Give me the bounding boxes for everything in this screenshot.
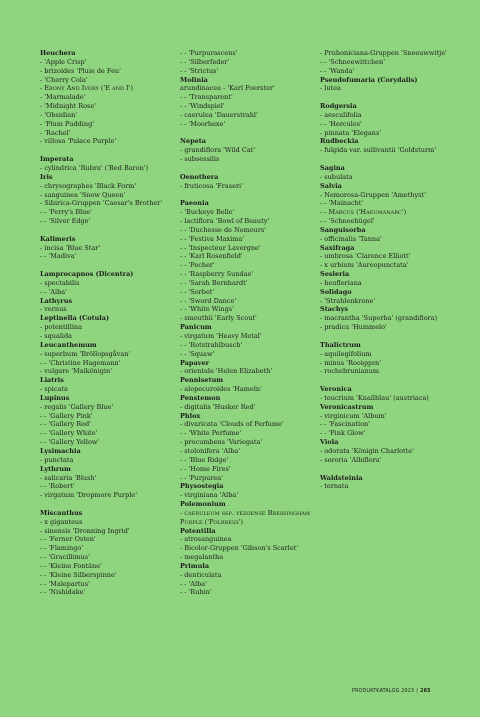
entry-spacer — [320, 155, 456, 164]
variety-entry: - Bicolor-Gruppen 'Gibson's Scarlet' — [180, 544, 299, 553]
variety-entry: - - 'Karl Rosenfield' — [180, 252, 243, 261]
variety-entry: - - 'Silberfeder' — [180, 57, 230, 66]
variety-entry: - heufleriana — [320, 278, 362, 287]
entry-spacer — [320, 93, 456, 102]
genus-heading: Solidago — [320, 287, 352, 296]
variety-entry: - virgatum 'Heavy Metal' — [180, 332, 262, 340]
variety-entry: - - 'Festiva Maxima' — [180, 234, 245, 243]
variety-entry: - - 'Gallery White' — [40, 429, 98, 438]
variety-entry: - - 'Purpurascens' — [180, 49, 238, 57]
variety-entry: - subulata — [320, 172, 353, 181]
variety-entry: - - 'Kleine Fontäne' — [40, 561, 102, 570]
entry-spacer — [40, 146, 176, 155]
variety-entry: - orientale 'Helen Elizabeth' — [180, 367, 273, 376]
variety-entry: - - 'Schneewittchen' — [320, 57, 385, 66]
plant-list-column-2 — [180, 49, 316, 597]
variety-entry: - - 'Alba' — [40, 287, 67, 296]
variety-entry: - 'Plum Pudding' — [40, 119, 95, 128]
variety-entry: - atrosanguinea — [180, 535, 232, 544]
variety-entry: - - 'Windspiel' — [180, 102, 225, 111]
genus-heading: Liatris — [40, 376, 64, 385]
variety-entry: - squalida — [40, 332, 73, 340]
genus-heading: Oenothera — [180, 172, 219, 181]
variety-entry: - spicata — [40, 385, 68, 394]
variety-entry: - umbrosa 'Clarence Elliott' — [320, 252, 411, 261]
genus-heading: Pseudofumaria (Corydalis) — [320, 75, 418, 84]
genus-heading: Imperata — [40, 155, 74, 164]
variety-entry: - fulgida var. sullivantii 'Goldsturm' — [320, 146, 437, 155]
variety-entry: - pradica 'Hummelo' — [320, 323, 387, 332]
genus-heading: Sesleria — [320, 270, 350, 279]
variety-entry: - - 'Mainacht' — [320, 199, 364, 208]
variety-entry: - - 'Ferner Osten' — [40, 535, 96, 544]
variety-entry: - vulgare 'Maikönigin' — [40, 367, 112, 376]
variety-entry: - 'Rachel' — [40, 128, 71, 137]
variety-entry: - - 'Sword Dance' — [180, 296, 237, 305]
variety-entry: - incisa 'Blue Star' — [40, 243, 101, 252]
variety-entry: - smouthii 'Early Scout' — [180, 314, 257, 323]
variety-entry: - - 'Home Fires' — [180, 464, 231, 473]
variety-entry: - - 'Schneehügel' — [320, 217, 375, 226]
variety-entry: - - Marcus ('Haeumanarc') — [320, 208, 407, 217]
variety-entry: - superbum 'Bröllopsgåvan' — [40, 349, 131, 358]
entry-spacer — [320, 332, 456, 341]
variety-entry: - sanguinea 'Snow Queen' — [40, 190, 126, 199]
genus-heading: Kalimeris — [40, 234, 76, 243]
variety-entry: - caerulea 'Dauerstrahl' — [180, 110, 258, 119]
variety-entry: - - 'Purpurea' — [180, 473, 223, 482]
variety-entry: - Ebony And Ivory ('E and I') — [40, 84, 134, 93]
variety-entry: - denticulata — [180, 570, 222, 579]
entry-spacer — [40, 226, 176, 235]
variety-entry: - - 'White Wings' — [180, 305, 234, 314]
variety-entry: - - 'Duchesse de Nemours' — [180, 225, 267, 234]
variety-entry: - caeruleum ssp. yezoense Bressingham — [180, 508, 311, 517]
variety-entry: - digitalis 'Husker Red' — [180, 402, 256, 411]
variety-entry: - virginiana 'Alba' — [180, 491, 239, 500]
page-footer — [352, 689, 462, 694]
variety-entry: - procumbens 'Variegata' — [180, 438, 263, 447]
variety-entry: - - 'Pink Glow' — [320, 429, 366, 438]
genus-heading: Viola — [320, 438, 339, 447]
variety-entry: - - 'Perry's Blue' — [40, 208, 92, 217]
variety-entry: - - 'Blue Ridge' — [180, 455, 229, 464]
variety-entry: - - 'Sarah Bernhardt' — [180, 278, 248, 287]
genus-heading: Primula — [180, 561, 210, 570]
genus-heading: Waldsteinia — [320, 473, 363, 482]
variety-entry: - cylindrica 'Rubra' ('Red Baron') — [40, 163, 149, 172]
variety-entry: - alopecuroides 'Hameln' — [180, 385, 262, 394]
genus-heading: Saxifraga — [320, 243, 355, 252]
plant-list-column-1 — [40, 49, 176, 597]
variety-entry: - brizoides 'Pluie de Feu' — [40, 66, 121, 75]
variety-entry: - divaricata 'Clouds of Perfume' — [180, 420, 284, 429]
genus-heading: Lamprocapnos (Dicentra) — [40, 270, 134, 279]
genus-heading: Salvia — [320, 181, 342, 190]
genus-heading: Thalictrum — [320, 340, 361, 349]
variety-entry: - macrantha 'Superba' (grandiflora) — [320, 314, 438, 323]
genus-heading: Pennisetum — [180, 376, 224, 385]
genus-heading: Sanguisorba — [320, 225, 366, 234]
variety-entry: - - 'Malepartus' — [40, 579, 90, 588]
genus-heading: Phlox — [180, 411, 201, 420]
genus-heading: Polemonium — [180, 500, 226, 509]
variety-entry: - vernus — [40, 305, 67, 314]
variety-entry: - x urbium 'Aureopunctata' — [320, 261, 409, 270]
genus-heading: Miscanthus — [40, 508, 83, 517]
variety-entry: - - 'Sorbet' — [180, 287, 215, 296]
genus-heading: Stachys — [320, 305, 349, 314]
genus-heading: Lysimachia — [40, 446, 81, 455]
genus-heading: Papaver — [180, 358, 210, 367]
variety-entry: - odorata 'Königin Charlotte' — [320, 446, 414, 455]
variety-entry: - villosa 'Palace Purple' — [40, 137, 117, 146]
variety-entry: - spectabilis — [40, 278, 80, 287]
variety-entry: - pinnata 'Elegans' — [320, 128, 382, 137]
variety-entry: - Pruhoniciana-Gruppen 'Sneeuwwitje' — [320, 49, 447, 57]
variety-entry: - chrysographes 'Black Form' — [40, 181, 137, 190]
variety-entry: - regalis 'Gallery Blue' — [40, 402, 114, 411]
variety-entry: - - 'Nishidake' — [40, 588, 86, 597]
variety-entry: - fruticosa 'Fraseri' — [180, 181, 243, 190]
variety-entry: - rochebrunianum — [320, 367, 380, 376]
variety-entry: - - 'Strictus' — [180, 66, 219, 75]
variety-entry: - - 'Gallery Pink' — [40, 411, 93, 420]
variety-entry: - - 'Moorhexe' — [180, 119, 226, 128]
variety-entry: - subsessilis — [180, 155, 220, 164]
variety-entry: - - 'Gallery Yellow' — [40, 438, 100, 447]
entry-spacer — [320, 465, 456, 474]
variety-entry: - punctata — [40, 455, 74, 464]
variety-entry: - 'Strahlenkrone' — [320, 296, 376, 305]
variety-entry: - 'Cherry Cola' — [40, 75, 88, 84]
entry-spacer — [180, 191, 316, 200]
variety-entry: - - 'Raspberry Sundae' — [180, 270, 254, 279]
variety-entry: - - 'Christine Hagemann' — [40, 358, 121, 367]
genus-heading: Lythrum — [40, 464, 71, 473]
genus-heading: Nepeta — [180, 137, 206, 146]
variety-entry: - minus 'Rooiggen' — [320, 358, 382, 367]
variety-entry: - Sibirica-Gruppen 'Caesar's Brother' — [40, 199, 163, 208]
genus-heading: Physostegia — [180, 482, 224, 491]
entry-spacer — [320, 376, 456, 385]
entry-spacer — [180, 164, 316, 173]
variety-entry: - 'Obsidian' — [40, 110, 78, 119]
variety-entry: - officinalis 'Tanna' — [320, 234, 382, 243]
variety-entry: - virgatum 'Dropmore Purple' — [40, 491, 138, 500]
variety-entry: - - 'Hercules' — [320, 119, 362, 128]
variety-entry: - teucrium 'Knallblau' (austriaca) — [320, 393, 429, 402]
genus-heading: Iris — [40, 172, 53, 181]
variety-entry: - ternata — [320, 482, 349, 491]
variety-entry: Purple ('Polbress') — [180, 517, 244, 526]
plant-list-column-3 — [320, 49, 456, 491]
variety-entry: - Nemorosa-Gruppen 'Amethyst' — [320, 190, 426, 199]
variety-entry: - 'Apple Crisp' — [40, 57, 87, 66]
variety-entry: - - 'Kleine Silberspinne' — [40, 570, 117, 579]
variety-entry: - - 'Pecher' — [180, 261, 215, 270]
variety-entry: - - 'Squaw' — [180, 349, 215, 358]
variety-entry: - - 'Robert' — [40, 482, 75, 491]
variety-entry: - - 'Fascination' — [320, 420, 370, 429]
genus-heading: Rodgersia — [320, 102, 357, 111]
variety-entry: - 'Buckeye Belle' — [180, 208, 235, 217]
variety-entry: - - 'White Perfume' — [180, 429, 242, 438]
variety-entry: - sororia 'Albiflora' — [320, 455, 382, 464]
page-number: 265 — [420, 689, 431, 694]
genus-heading: Paeonia — [180, 199, 209, 208]
variety-entry: - aquilegifolium — [320, 349, 372, 358]
genus-heading: Sagina — [320, 163, 345, 172]
variety-entry: - aesculifolia — [320, 110, 362, 119]
genus-heading: Leucanthemum — [40, 340, 97, 349]
variety-entry: - - 'Silver Edge' — [40, 217, 91, 226]
variety-entry: - x giganteus — [40, 517, 83, 526]
genus-heading: Lupinus — [40, 393, 70, 402]
variety-entry: - - 'Rotstrahlbusch' — [180, 340, 243, 349]
variety-entry: - - 'Wanda' — [320, 66, 355, 75]
variety-entry: - lutea — [320, 84, 341, 93]
genus-heading: Rudbeckia — [320, 137, 359, 146]
variety-entry: - salicaria 'Blush' — [40, 473, 97, 482]
genus-heading: Penstemon — [180, 393, 221, 402]
genus-heading: Veronica — [320, 385, 352, 394]
variety-entry: - - 'Gracillimus' — [40, 553, 90, 562]
variety-entry: - potentillina — [40, 323, 82, 332]
variety-entry: - - 'Madiva' — [40, 252, 77, 261]
variety-entry: arundinacea - 'Karl Foerster' — [180, 84, 275, 93]
variety-entry: - - 'Alba' — [180, 579, 207, 588]
genus-heading: Panicum — [180, 323, 212, 332]
entry-spacer — [180, 129, 316, 138]
variety-entry: - 'Midnight Rose' — [40, 102, 97, 111]
variety-entry: - megalantha — [180, 553, 224, 562]
variety-entry: - - 'Gallery Red' — [40, 420, 91, 429]
variety-entry: - grandiflora 'Wild Cat' — [180, 146, 256, 155]
variety-entry: - sinensis 'Dronning Ingrid' — [40, 526, 130, 535]
genus-heading: Veronicastrum — [320, 402, 374, 411]
entry-spacer — [40, 261, 176, 270]
genus-heading: Leptinella (Cotula) — [40, 314, 110, 323]
variety-entry: - lactiflora 'Bowl of Beauty' — [180, 217, 270, 226]
genus-heading: Potentilla — [180, 526, 216, 535]
variety-entry: - 'Marmalade' — [40, 93, 86, 102]
variety-entry: - - 'Rubin' — [180, 588, 212, 597]
variety-entry: - stolonifera 'Alba' — [180, 446, 241, 455]
variety-entry: - - 'Transparent' — [180, 93, 233, 102]
catalog-title: PRODUKTKATALOG 2023 — [352, 689, 415, 694]
variety-entry: - - 'Flamingo' — [40, 544, 84, 553]
entry-spacer — [40, 500, 176, 509]
variety-entry: - - 'Inspecteur Lavergne' — [180, 243, 261, 252]
variety-entry: - virginicum 'Album' — [320, 411, 387, 420]
footer-separator: | — [416, 689, 419, 694]
genus-heading: Molinia — [180, 75, 208, 84]
genus-heading: Lathyrus — [40, 296, 73, 305]
genus-heading: Heuchera — [40, 49, 76, 57]
